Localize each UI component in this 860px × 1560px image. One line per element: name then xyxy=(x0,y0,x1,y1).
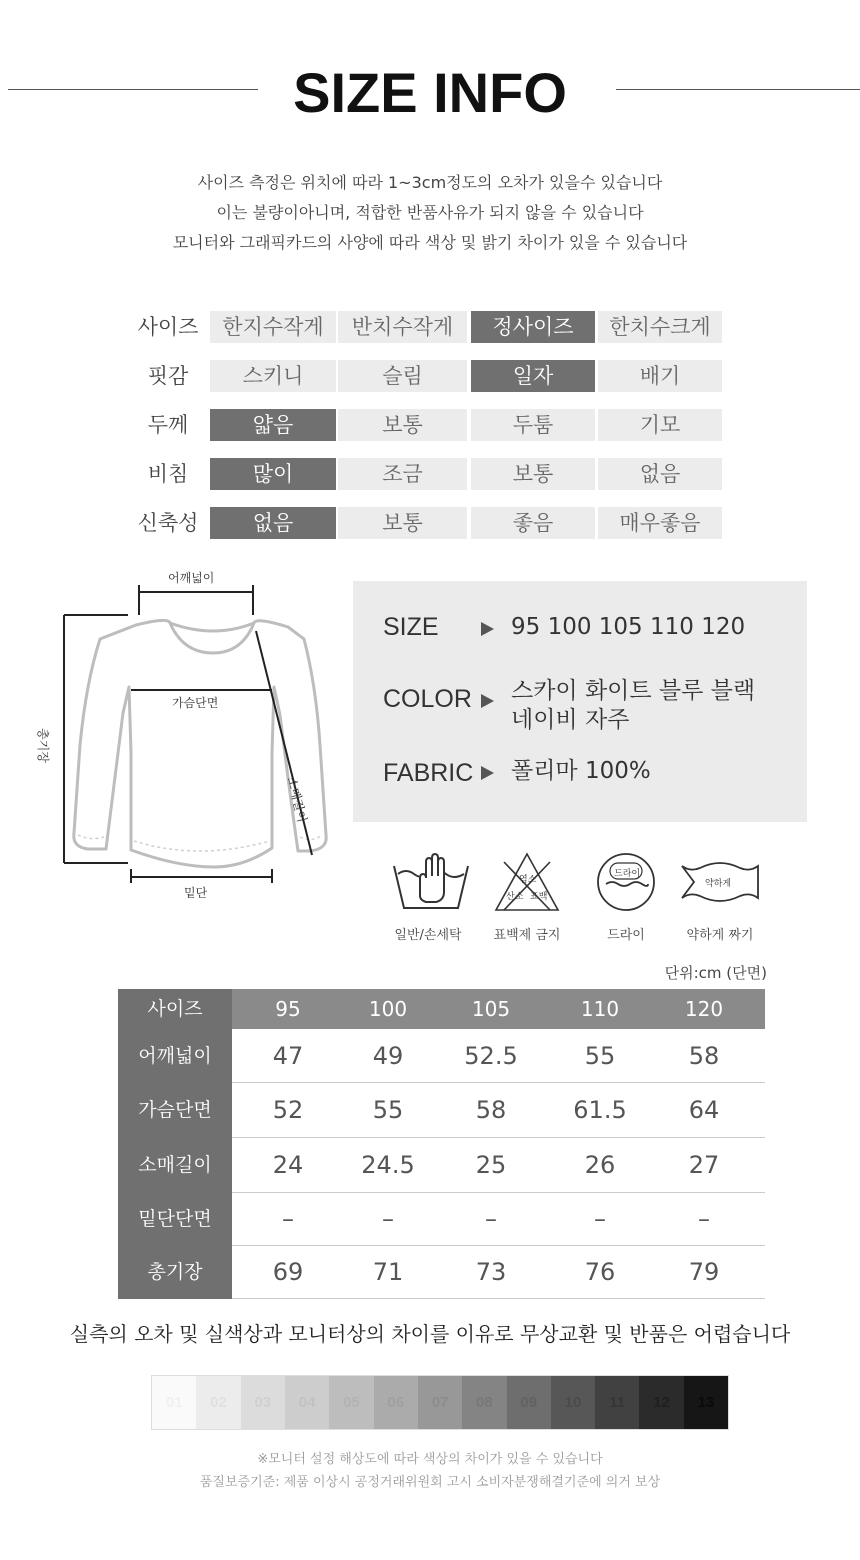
gray-swatch: 13 xyxy=(684,1376,728,1429)
rating-option-selected: 일자 xyxy=(471,360,595,392)
rating-row xyxy=(128,409,728,441)
care-label: 표백제 금지 xyxy=(493,928,561,943)
rating-option: 보통 xyxy=(471,458,595,490)
color-calibration-scale xyxy=(151,1375,729,1430)
fabric-arrow-icon xyxy=(481,766,494,780)
table-cell: 69 xyxy=(272,1258,304,1286)
product-info-box xyxy=(353,581,807,822)
rating-option-selected: 정사이즈 xyxy=(471,311,595,343)
table-cell: 58 xyxy=(688,1042,720,1070)
no-bleach-icon xyxy=(494,852,560,912)
table-size-header: 120 xyxy=(684,997,724,1021)
footer-line: ※모니터 설정 해상도에 따라 색상의 차이가 있을 수 있습니다 xyxy=(257,1452,603,1467)
table-header-row xyxy=(118,989,765,1029)
fabric-value: 폴리마 100% xyxy=(511,758,651,784)
table-cell: 79 xyxy=(688,1258,720,1286)
rating-option: 한치수크게 xyxy=(598,311,722,343)
size-label: SIZE xyxy=(383,613,439,641)
rating-option-selected: 얇음 xyxy=(210,409,336,441)
size-notes xyxy=(0,168,860,258)
wring-mark: 약하게 xyxy=(705,879,732,889)
rating-option: 조금 xyxy=(338,458,467,490)
size-value: 95 100 105 110 120 xyxy=(511,614,746,640)
unit-note: 단위:cm (단면) xyxy=(664,964,767,982)
rating-option: 반치수작게 xyxy=(338,311,467,343)
shoulder-label: 어깨넓이 xyxy=(168,571,215,585)
hand-wash-icon xyxy=(392,852,470,910)
table-row xyxy=(118,1083,765,1138)
rating-row xyxy=(128,311,728,343)
table-cell: – xyxy=(282,1205,294,1233)
color-value xyxy=(511,677,755,735)
dry-clean-icon xyxy=(596,852,656,912)
rating-option: 배기 xyxy=(598,360,722,392)
gray-swatch: 04 xyxy=(285,1376,329,1429)
sleeve-label: 소매길이 xyxy=(284,775,310,824)
color-value-line: 스카이 화이트 블루 블랙 xyxy=(511,678,756,704)
rating-option: 두툼 xyxy=(471,409,595,441)
color-value-line: 네이비 자주 xyxy=(511,707,630,733)
table-cell: 25 xyxy=(475,1151,507,1179)
footer-notes xyxy=(0,1448,860,1494)
table-cell: 55 xyxy=(584,1042,616,1070)
care-label: 약하게 짜기 xyxy=(686,928,754,943)
table-cell: 26 xyxy=(584,1151,616,1179)
exchange-warning: 실측의 오차 및 실색상과 모니터상의 차이를 이유로 무상교환 및 반품은 어렵습니다 xyxy=(69,1322,791,1346)
gray-swatch: 08 xyxy=(462,1376,506,1429)
note-line: 모니터와 그래픽카드의 사양에 따라 색상 및 밝기 차이가 있을 수 있습니다 xyxy=(172,233,688,252)
bleach-mark-oxygen: 산소 xyxy=(506,892,524,902)
table-cell: 71 xyxy=(372,1258,404,1286)
gray-swatch: 07 xyxy=(418,1376,462,1429)
table-cell: 52.5 xyxy=(464,1042,518,1070)
size-table xyxy=(118,989,765,1299)
table-cell: – xyxy=(485,1205,497,1233)
dry-clean-mark: 드라이 xyxy=(614,869,641,879)
table-row xyxy=(118,1246,765,1299)
length-label: 총기장 xyxy=(35,728,50,763)
hem-label: 밑단 xyxy=(184,886,208,900)
gray-swatch: 11 xyxy=(595,1376,639,1429)
table-cell: 61.5 xyxy=(573,1096,627,1124)
rating-option: 보통 xyxy=(338,409,467,441)
page-title: SIZE INFO xyxy=(293,61,567,124)
table-row-header: 소매길이 xyxy=(118,1138,232,1193)
size-arrow-icon xyxy=(481,622,494,636)
table-row xyxy=(118,1138,765,1193)
table-corner-header: 사이즈 xyxy=(118,989,232,1029)
table-cell: – xyxy=(594,1205,606,1233)
sweater-illustration xyxy=(28,565,348,905)
table-cell: 76 xyxy=(584,1258,616,1286)
fabric-label: FABRIC xyxy=(383,759,474,787)
rating-label: 핏감 xyxy=(147,364,189,388)
rating-option: 슬림 xyxy=(338,360,467,392)
garment-diagram xyxy=(28,565,348,905)
bleach-mark-chlorine: 염소 xyxy=(519,875,537,885)
table-row-header: 밑단단면 xyxy=(118,1193,232,1246)
color-arrow-icon xyxy=(481,694,494,708)
gray-swatch: 12 xyxy=(639,1376,683,1429)
table-cell: 24.5 xyxy=(361,1151,415,1179)
table-size-header: 110 xyxy=(580,997,620,1021)
gentle-wring-icon xyxy=(680,852,760,912)
footer-line: 품질보증기준: 제품 이상시 공정거래위원회 고시 소비자분쟁해결기준에 의거 보상 xyxy=(199,1475,661,1490)
rating-label: 사이즈 xyxy=(137,315,199,339)
table-row-header: 총기장 xyxy=(118,1246,232,1299)
table-cell: 47 xyxy=(272,1042,304,1070)
table-cell: 24 xyxy=(272,1151,304,1179)
table-cell: 73 xyxy=(475,1258,507,1286)
table-cell: – xyxy=(382,1205,394,1233)
care-label: 드라이 xyxy=(607,928,645,943)
gray-swatch: 01 xyxy=(152,1376,196,1429)
table-row xyxy=(118,1193,765,1246)
table-size-header: 105 xyxy=(471,997,511,1021)
note-line: 이는 불량이아니며, 적합한 반품사유가 되지 않을 수 있습니다 xyxy=(216,203,644,222)
table-cell: 55 xyxy=(372,1096,404,1124)
table-cell: 64 xyxy=(688,1096,720,1124)
table-cell: 27 xyxy=(688,1151,720,1179)
table-cell: 49 xyxy=(372,1042,404,1070)
gray-swatch: 09 xyxy=(507,1376,551,1429)
rating-label: 두께 xyxy=(147,413,189,437)
rating-option: 좋음 xyxy=(471,507,595,539)
rating-row xyxy=(128,458,728,490)
rating-option: 기모 xyxy=(598,409,722,441)
table-row-header: 가슴단면 xyxy=(118,1083,232,1138)
table-cell: 58 xyxy=(475,1096,507,1124)
chest-label: 가슴단면 xyxy=(172,696,219,710)
care-label: 일반/손세탁 xyxy=(394,928,462,943)
bleach-mark-bleach: 표백 xyxy=(530,892,548,902)
rating-option: 없음 xyxy=(598,458,722,490)
rating-option: 한지수작게 xyxy=(210,311,336,343)
rating-option-selected: 없음 xyxy=(210,507,336,539)
table-cell: – xyxy=(698,1205,710,1233)
table-size-header: 95 xyxy=(275,997,301,1021)
table-row-header: 어깨넓이 xyxy=(118,1029,232,1083)
table-cell: 52 xyxy=(272,1096,304,1124)
gray-swatch: 05 xyxy=(329,1376,373,1429)
rating-option: 매우좋음 xyxy=(598,507,722,539)
color-label: COLOR xyxy=(383,685,472,713)
rating-label: 비침 xyxy=(147,462,189,486)
table-row xyxy=(118,1029,765,1083)
rating-row xyxy=(128,360,728,392)
table-size-header: 100 xyxy=(368,997,408,1021)
note-line: 사이즈 측정은 위치에 따라 1~3cm정도의 오차가 있을수 있습니다 xyxy=(197,173,663,192)
rating-option: 스키니 xyxy=(210,360,336,392)
rating-row xyxy=(128,507,728,539)
gray-swatch: 03 xyxy=(241,1376,285,1429)
gray-swatch: 06 xyxy=(374,1376,418,1429)
rating-option: 보통 xyxy=(338,507,467,539)
rating-label: 신축성 xyxy=(137,511,199,535)
gray-swatch: 02 xyxy=(196,1376,240,1429)
gray-swatch: 10 xyxy=(551,1376,595,1429)
rating-option-selected: 많이 xyxy=(210,458,336,490)
